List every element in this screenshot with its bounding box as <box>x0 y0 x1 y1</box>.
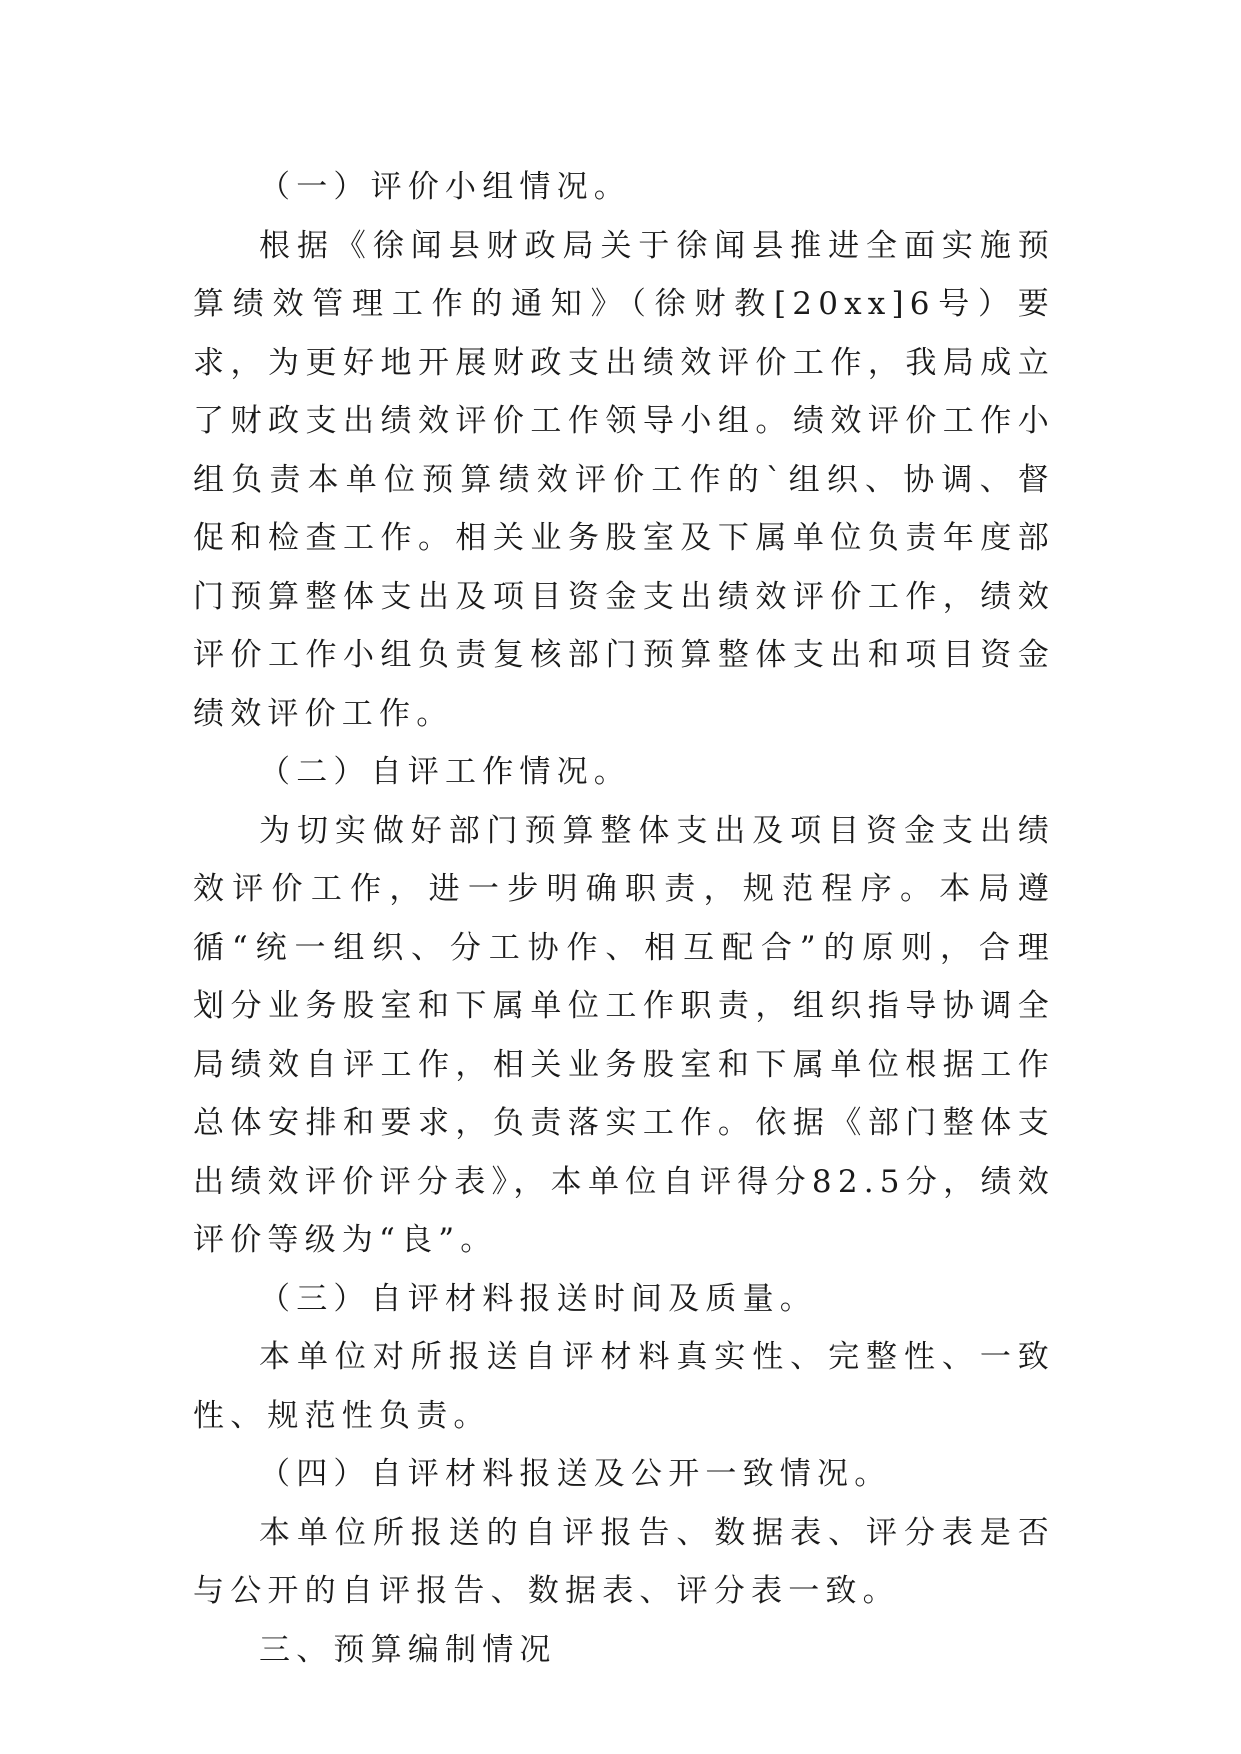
paragraph-evaluation-group: 根据《徐闻县财政局关于徐闻县推进全面实施预算绩效管理工作的通知》（徐财教[20xx]6号）要求，为更好地开展财政支出绩效评价工作，我局成立了财政支出绩效评价工作领导小组。绩效评价工作小组负责本单位预算绩效评价工作的`组织、协调、督促和检查工作。相关业务股室及下属单位负责年度部门预算整体支出及项目资金支出绩效评价工作，绩效评价工作小组负责复核部门预算整体支出和项目资金绩效评价工作。 <box>193 227 1055 732</box>
paragraph-submission-time: 本单位对所报送自评材料真实性、完整性、一致性、规范性负责。 <box>193 1339 1055 1434</box>
section-heading-submission-time: （三）自评材料报送时间及质量。 <box>259 1280 817 1317</box>
section-heading-budget-preparation: 三、预算编制情况 <box>259 1631 557 1668</box>
document-body <box>193 158 1055 1679</box>
paragraph-self-evaluation: 为切实做好部门预算整体支出及项目资金支出绩效评价工作，进一步明确职责，规范程序。本局遵循“统一组织、分工协作、相互配合”的原则，合理划分业务股室和下属单位工作职责，组织指导协调全局绩效自评工作，相关业务股室和下属单位根据工作总体安排和要求，负责落实工作。依据《部门整体支出绩效评价评分表》，本单位自评得分82.5分，绩效评价等级为“良”。 <box>193 812 1055 1258</box>
section-heading-evaluation-group: （一）评价小组情况。 <box>259 169 631 205</box>
section-heading-disclosure-consistency: （四）自评材料报送及公开一致情况。 <box>259 1456 892 1492</box>
paragraph-disclosure-consistency: 本单位所报送的自评报告、数据表、评分表是否与公开的自评报告、数据表、评分表一致。 <box>193 1514 1055 1609</box>
section-heading-self-evaluation: （二）自评工作情况。 <box>259 754 631 790</box>
